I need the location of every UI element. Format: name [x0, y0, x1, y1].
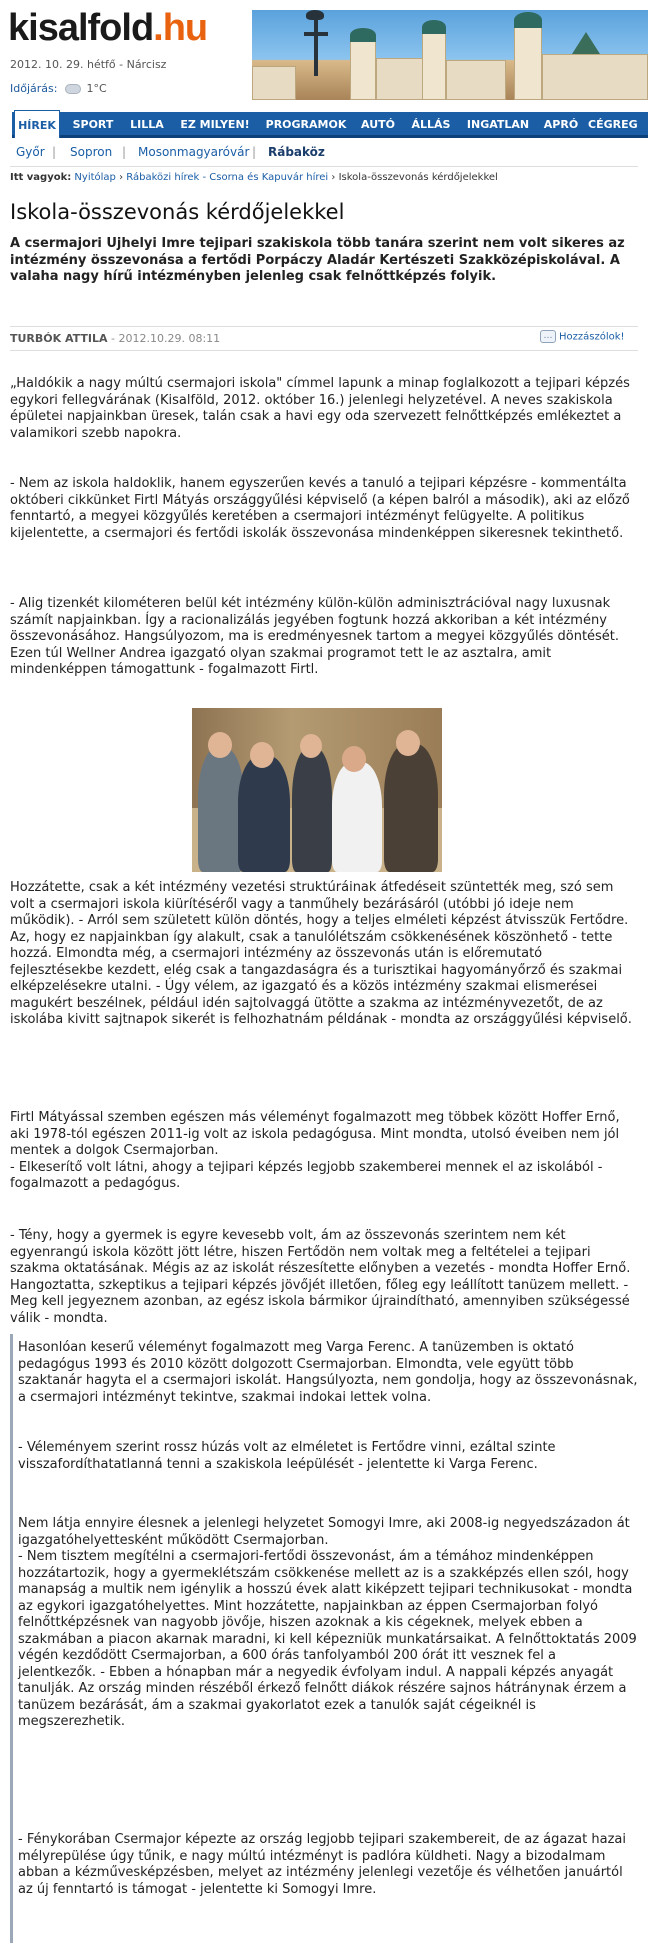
subnav-item-sopron[interactable]: Sopron	[70, 145, 113, 159]
comment-bubble-icon: …	[540, 330, 556, 343]
article-paragraph: - Véleményem szerint rossz húzás volt az elméletet is Fertődre vinni, ezáltal szinte visszafordíthatatlanná tenni a szakiskola leépülését - jelentette ki Varga Ferenc.	[18, 1440, 556, 1472]
photo-head	[208, 732, 232, 758]
banner-building	[446, 60, 506, 100]
subnav-item-gyor[interactable]: Győr	[16, 145, 45, 159]
article-author[interactable]: TURBÓK ATTILA	[10, 332, 108, 345]
dateline: 2012. 10. 29. hétfő - Nárcisz	[10, 58, 167, 71]
article-paragraph: - Alig tizenkét kilométeren belül két intézmény külön-külön adminisztrációval nagy luxusnak számít napjainkban. Így a racionalizálás jegyében fogtunk hozzá akkoriban a két intézmény összevonásához. Hangsúlyozom, ma is eredményesnek tartom a megyei közgyűlés döntését. Ezen túl Wellner Andrea igazgató olyan szakmai programot tett le az asztalra, amit mindenképpen támogattunk - fogalmazott Firtl.	[10, 596, 620, 677]
nav-item-hirek[interactable]: HÍREK	[14, 110, 60, 138]
nav-item-sport[interactable]: SPORT	[72, 118, 114, 131]
article-paragraph: - Nem az iskola haldoklik, hanem egyszerűen kevés a tanuló a tejipari képzésre - kommentálta októberi cikkünket Firtl Mátyás országgyűlési képviselő (a képen balról a második), aki az előző fenntartó, a megyei közgyűlés keretében a csermajori intézményt felügyelte. A politikus kijelentette, a csermajori és fertődi iskolák összevonása mindenképpen sikeresnek tekinthető.	[10, 476, 630, 541]
photo-head	[342, 746, 366, 772]
logo-main: kisalfold	[8, 7, 154, 49]
article-paragraph: Firtl Mátyással szemben egészen más véleményt fogalmazott meg többek között Hoffer Ernő, aki 1978-tól egészen 2011-ig volt az iskola pedagógusa. Mint mondta, utolsó éveiben nem jól mentek a dolgok Csermajorban. - Elkeserítő volt látni, ahogy a tejipari képzés legjobb szakemberei mennek el az iskolából - fogalmazott a pedagógus.	[10, 1110, 620, 1191]
article-paragraph: Hozzátette, csak a két intézmény vezetési struktúráinak átfedéseit szüntették meg, szó sem volt a csermajori iskola kiürítéséről vagy a tanműhely bezárásáról (utóbbi jó ideje nem működik). - Arról sem született külön döntés, hogy a teljes elméleti képzést átvisszük Fertődre. Az, hogy ez napjainkban így alakult, csak a tanulólétszám csökkenésének köszönhető - tette hozzá. Elmondta még, a csermajori intézmény az összevonás után is előremutató fejlesztésekbe kezdett, elég csak a tangazdaságra és a turisztikai hagyományőrző és szakmai elképzelésekre utalni. - Úgy vélem, az igazgató és a közös intézmény szakmai elismerései magukért beszélnek, például idén sajtolvaggá ütötte a szakma az intézményvezetőt, de az iskolába kivitt sajtnapok sikerét is felhozhatnám példának - mondta az országgyűlési képviselő.	[10, 880, 632, 1027]
banner-building	[542, 54, 648, 100]
breadcrumb-section[interactable]: Rábaközi hírek - Csorna és Kapuvár hírei	[126, 172, 329, 183]
cloud-icon	[65, 84, 81, 94]
divider	[10, 350, 638, 351]
weather-value: 1°C	[86, 82, 107, 95]
subnav-separator: |	[52, 145, 57, 159]
article-byline	[10, 332, 220, 345]
comment-button-label: Hozzászólok!	[559, 331, 625, 343]
banner-roof	[572, 32, 600, 54]
photo-head	[396, 730, 420, 756]
breadcrumb-prefix: Itt vagyok:	[10, 172, 72, 183]
article-paragraph: - Fénykorában Csermajor képezte az ország legjobb tejipari szakembereit, de az ágazat hazai mélyrepülése úgy tűnik, e nagy múltú intézményt is padlóra küldheti. Nagy a bizodalmam abban a kézművesképzésben, melyet az intézmény jelenlegi vezetője és vélhetően januártól az új fenntartó is támogat - jelentette ki Somogyi Imre.	[18, 1832, 626, 1897]
nav-item-programok[interactable]: PROGRAMOK	[265, 118, 347, 131]
breadcrumb-separator: ›	[331, 172, 336, 183]
article-photo[interactable]	[192, 708, 442, 872]
subnav-item-mosonmagyarovar[interactable]: Mosonmagyaróvár	[138, 145, 250, 159]
banner-tower	[350, 38, 376, 100]
cross-pole	[314, 16, 318, 76]
article-title: Iskola-összevonás kérdőjelekkel	[10, 200, 345, 224]
article-paragraph: - Tény, hogy a gyermek is egyre kevesebb volt, ám az összevonás szerintem nem két egyenrangú iskola között jött létre, hiszen Fertődön nem voltak meg a feltételei a tejipari szakma oktatásának. Mégis az az iskolát részesítette előnyben a vezetés - mondta Hoffer Ernő. Hangoztatta, szkeptikus a tejipari képzés jövőjét illetően, főleg egy leállított tanüzem mellett. - Meg kell jegyeznem azonban, az egész iskola bármikor újraindítható, amennyiben szükségessé válik - mondta.	[10, 1228, 631, 1326]
breadcrumb	[10, 172, 498, 183]
article-lead: A csermajori Ujhelyi Imre tejipari szakiskola több tanára szerint nem volt sikeres az intézmény összevonása a fertődi Porpáczy Aladár Kertészeti Szakközépiskolával. A valaha nagy hírű intézményben jelenleg csak felnőttképzés folyik.	[10, 236, 625, 284]
nav-item-apro[interactable]: APRÓ	[543, 118, 579, 131]
photo-head	[300, 734, 322, 758]
photo-head	[250, 742, 274, 768]
header-banner-image	[252, 10, 648, 100]
banner-dome	[422, 20, 446, 34]
nav-item-ez-milyen[interactable]: EZ MILYEN!	[180, 118, 250, 131]
photo-person	[384, 744, 438, 872]
banner-dome	[514, 12, 542, 28]
logo-tld: .hu	[153, 7, 208, 49]
nav-item-cegreg[interactable]: CÉGREG	[588, 118, 638, 131]
breadcrumb-separator: ›	[119, 172, 124, 183]
article-paragraph: Nem látja ennyire élesnek a jelenlegi helyzetet Somogyi Imre, aki 2008-ig negyedszázadon át igazgatóhelyettesként működött Csermajorban. - Nem tisztem megítélni a csermajori-fertődi összevonást, ám a témához mindenképpen hozzátartozik, hogy a gyermeklétszám csökkenése mellett az is a szakképzés ellen szól, hogy manapság a multik nem igénylik a hosszú évek alatt kiképzett tejipari technikusokat - mondta az egykori igazgatóhelyettes. Mint hozzátette, napjainkban az éppen Csermajorban folyó felnőttképzésnek van nagyobb jövője, hiszen azoknak a kis cégeknek, melyek ebben a szakmában a piacon akarnak maradni, ki kell képezniük munkatársaikat. A felnőttoktatás 2009 végén kezdődött Csermajorban, a 600 órás tanfolyamból 200 órát itt vesznek fel a jelentkezők. - Ebben a hónapban már a negyedik évfolyam indul. A nappali képzés anyagát tanulják. Az ország minden részéből érkező felnőtt diákok részére sajnos hátránynak érzem a tanüzem bezárását, ám a szakmai gyakorlatot ezek a tanulók saját cégeiknél is megszerezhetik.	[18, 1516, 637, 1729]
subnav-separator: |	[252, 145, 257, 159]
comment-button[interactable]	[540, 330, 625, 343]
nav-item-auto[interactable]: AUTÓ	[361, 118, 395, 131]
banner-tower	[422, 30, 446, 100]
banner-building	[252, 66, 296, 100]
nav-item-allas[interactable]: ÁLLÁS	[411, 118, 451, 131]
subnav-item-rabakoz[interactable]: Rábaköz	[268, 145, 325, 159]
article-paragraph: „Haldókik a nagy múltú csermajori iskola" címmel lapunk a minap foglalkozott a tejipari képzés egykori fellegvárának (Kisalföld, 2012. október 16.) jelenlegi helyzetével. A neves szakiskola épületei napjainkban üresek, talán csak a havi egy oda szervezett felnőttképzés emlékeztet a valamikori szebb napokra.	[10, 376, 630, 441]
subnav-separator: |	[122, 145, 127, 159]
article-date: - 2012.10.29. 08:11	[107, 332, 221, 345]
divider	[10, 326, 638, 327]
banner-tower	[514, 20, 542, 100]
breadcrumb-home[interactable]: Nyitólap	[74, 172, 116, 183]
divider	[10, 166, 638, 167]
site-logo[interactable]	[8, 8, 207, 48]
photo-person	[292, 748, 332, 872]
article-paragraph: Hasonlóan keserű véleményt fogalmazott meg Varga Ferenc. A tanüzemben is oktató pedagógus 1993 és 2010 között dolgozott Csermajorban. Elmondta, vele együtt több szaktanár hagyta el a csermajori iskolát. Hangsúlyozta, nem gondolja, hogy az összevonásnak, a csermajori intézményt tekintve, szakmai indokai lettek volna.	[18, 1340, 638, 1405]
cross-bar	[304, 32, 328, 36]
banner-dome	[350, 28, 376, 42]
photo-person	[238, 756, 290, 872]
main-nav	[12, 112, 648, 138]
site-header	[0, 0, 648, 106]
weather-widget[interactable]	[10, 82, 107, 95]
nav-item-lilla[interactable]: LILLA	[130, 118, 164, 131]
weather-label: Időjárás:	[10, 82, 58, 95]
nav-item-ingatlan[interactable]: INGATLAN	[466, 118, 530, 131]
breadcrumb-current: Iskola-összevonás kérdőjelekkel	[338, 172, 498, 183]
photo-person	[332, 762, 382, 872]
